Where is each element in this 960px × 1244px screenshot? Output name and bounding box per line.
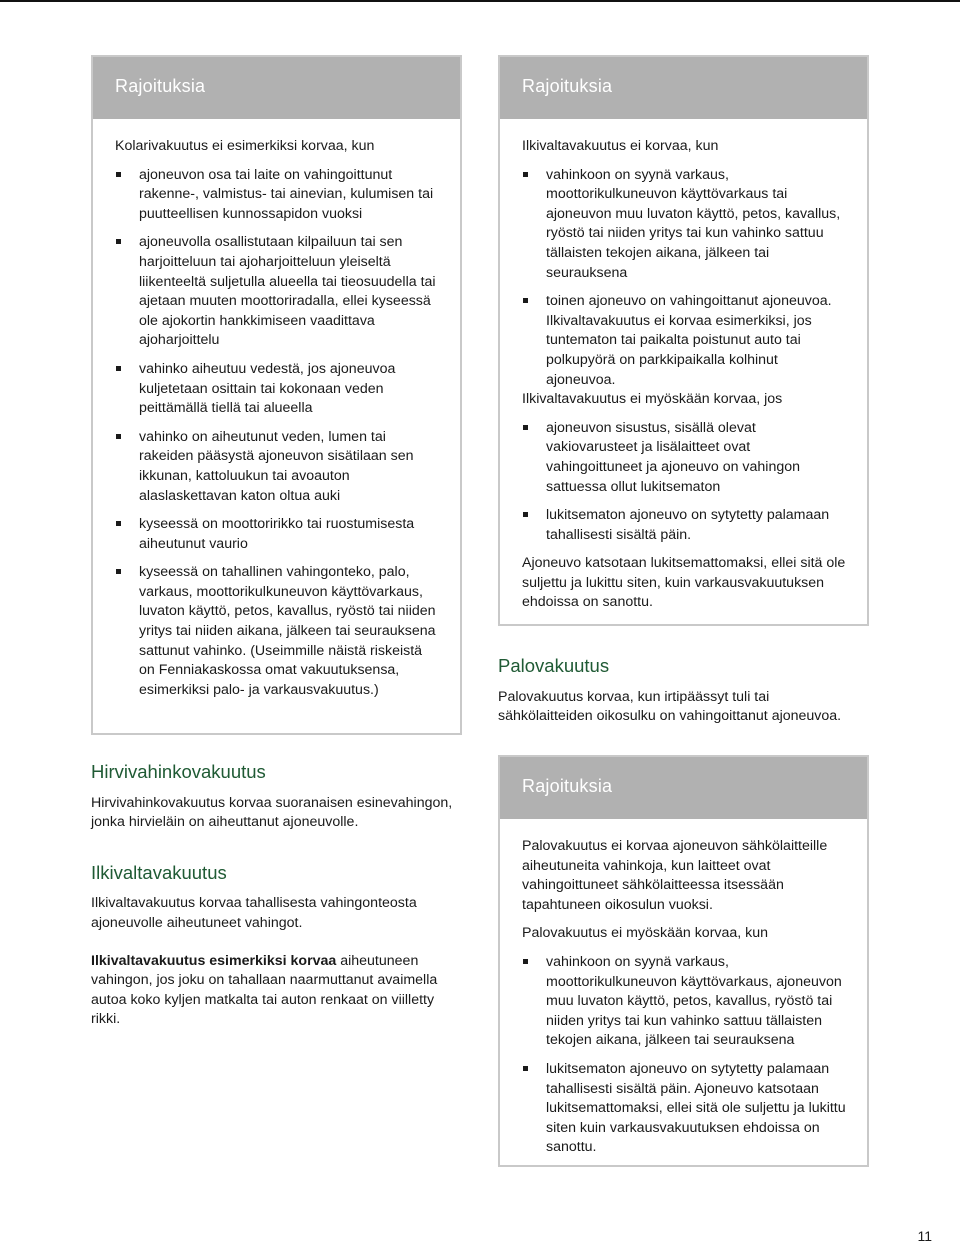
section-text-hirvi: Hirvivahinkovakuutus korvaa suoranaisen esinevahingon, jonka hirvieläin on aiheuttanut ajoneuvolle. — [91, 794, 453, 831]
fire-restrictions-box — [498, 755, 869, 1167]
list-item: vahinko aiheutuu vedestä, jos ajoneuvoa kuljetetaan osittain tai kokonaan veden peittämällä tiellä tai alueella — [115, 360, 440, 419]
list-item: vahinko on aiheutunut veden, lumen tai rakeiden pääsystä ajoneuvon sisätilaan sen ikkunan, kattoluukun tai avoauton alaslaskettavan katon oltua auki — [115, 428, 440, 506]
section-title-palo: Palovakuutus — [498, 655, 610, 676]
section-text-palo: Palovakuutus korvaa, kun irtipäässyt tuli tai sähkölaitteiden oikosulku on vahingoittanut ajoneuvoa. — [498, 688, 842, 725]
box-closing: Ajoneuvo katsotaan lukitsemattomaksi, ellei sitä ole suljettu ja lukittu siten, kuin varkausvakuutuksen ehdoissa on sanottu. — [522, 555, 846, 611]
square-bullet-icon — [116, 569, 121, 574]
section-example-ilkival — [91, 952, 457, 1030]
box-intro: Ilkivaltavakuutus ei korvaa, kun — [522, 138, 719, 154]
list-item: lukitsematon ajoneuvo on sytytetty palamaan tahallisesti sisältä päin. — [522, 506, 847, 545]
list-item: vahinkoon on syynä varkaus, moottorikulkuneuvon käyttövarkaus tai ajoneuvon muu luvaton käyttö, petos, kavallus, ryöstö tai niiden yritys tai kun vahinko sattuu tällaisten tekojen aikana, jälkeen tai seurauksena — [522, 166, 847, 284]
box-header: Rajoituksia — [93, 57, 460, 119]
box-intro: Kolarivakuutus ei esimerkiksi korvaa, kun — [115, 138, 375, 154]
list-item: vahinkoon on syynä varkaus, moottorikulkuneuvon käyttövarkaus, ajoneuvon muu luvaton käyttö, petos, kavallus, ryöstö tai niiden yritys tai kun vahinko sattuu tällaisten tekojen aikana, jälkeen tai seurauksena — [522, 953, 847, 1051]
collision-restrictions-box — [91, 55, 462, 735]
square-bullet-icon — [523, 1066, 528, 1071]
square-bullet-icon — [116, 521, 121, 526]
list-item: kyseessä on tahallinen vahingonteko, palo, varkaus, moottorikulkuneuvon käyttövarkaus, luvaton käyttö, petos, kavallus, ryöstö tai niiden yritys tai niiden aikana, jälkeen tai seurauksena sattunut vahinko. (Useimmille näistä riskeistä on Fenniakaskossa omat vakuutuksensa, esimerkiksi palo- ja varkausvakuutus.) — [115, 563, 440, 700]
list-item: ajoneuvon sisustus, sisällä olevat vakiovarusteet ja lisälaitteet ovat vahingoittuneet ja ajoneuvo on vahingon sattuessa ollut lukitsematon — [522, 419, 847, 497]
restriction-list — [522, 953, 847, 1158]
section-title-ilkival: Ilkivaltavakuutus — [91, 861, 227, 883]
fire-section — [498, 656, 864, 736]
square-bullet-icon — [116, 172, 121, 177]
top-rule — [0, 0, 960, 2]
list-item: ajoneuvon osa tai laite on vahingoittunut rakenne-, valmistus- tai ainevian, kulumisen tai puutteellisen kunnossapidon vuoksi — [115, 166, 440, 225]
square-bullet-icon — [523, 959, 528, 964]
section-title-hirvi: Hirvivahinkovakuutus — [91, 761, 266, 782]
list-item: kyseessä on moottoririkko tai ruostumisesta aiheutunut vaurio — [115, 515, 440, 554]
box-intro: Palovakuutus ei korvaa ajoneuvon sähkölaitteille aiheutuneita vahinkoja, kun laitteet ovat vahingoittuneet sähkölaitteessa itsessään tapahtuneen oikosulun vuoksi. — [522, 838, 828, 913]
square-bullet-icon — [523, 512, 528, 517]
square-bullet-icon — [523, 298, 528, 303]
box-header: Rajoituksia — [500, 57, 867, 119]
square-bullet-icon — [116, 366, 121, 371]
list-item: lukitsematon ajoneuvo on sytytetty palamaan tahallisesti sisältä päin. Ajoneuvo katsotaan lukitsemattomaksi, ellei sitä ole suljettu ja lukittu siten kuin varkausvakuutuksen ehdoissa on sanottu. — [522, 1060, 847, 1158]
restriction-list — [115, 166, 440, 701]
square-bullet-icon — [523, 172, 528, 177]
square-bullet-icon — [523, 425, 528, 430]
square-bullet-icon — [116, 239, 121, 244]
restriction-list — [522, 166, 847, 391]
example-text: aiheutuneen vahingon, jos joku on tahallaan naarmuttanut avaimella autoa koko kyljen matkalta tai auton renkaat on viilletty rikki. — [91, 952, 438, 1028]
left-sections — [91, 762, 457, 1039]
vandalism-restrictions-box — [498, 55, 869, 626]
section-text-ilkival: Ilkivaltavakuutus korvaa tahallisesta vahingonteosta ajoneuvolle aiheutuneet vahingot. — [91, 895, 417, 931]
list-item: ajoneuvolla osallistutaan kilpailuun tai sen harjoitteluun tai ajoharjoitteluun yleiseltä liikenteeltä suljetulla alueella tai tieosuudella tai ajetaan muuten moottoriradalla, ellei kyseessä ole ajokortin hankkimiseen vaadittava ajoharjoittelu — [115, 233, 440, 351]
example-lead: Ilkivaltavakuutus esimerkiksi korvaa — [91, 952, 337, 969]
square-bullet-icon — [116, 434, 121, 439]
box-intro-2: Ilkivaltavakuutus ei myöskään korvaa, jos — [522, 391, 783, 408]
box-header: Rajoituksia — [500, 757, 867, 819]
page-number: 11 — [917, 1228, 932, 1244]
box-intro-2: Palovakuutus ei myöskään korvaa, kun — [522, 925, 769, 942]
list-item: toinen ajoneuvo on vahingoittanut ajoneuvoa. Ilkivaltavakuutus ei korvaa esimerkiksi, jos tuntematon tai paikalta poistunut auto tai polkupyörä on parkkipaikalla kolhinut ajoneuvoa. — [522, 292, 847, 390]
restriction-list-2 — [522, 419, 847, 546]
